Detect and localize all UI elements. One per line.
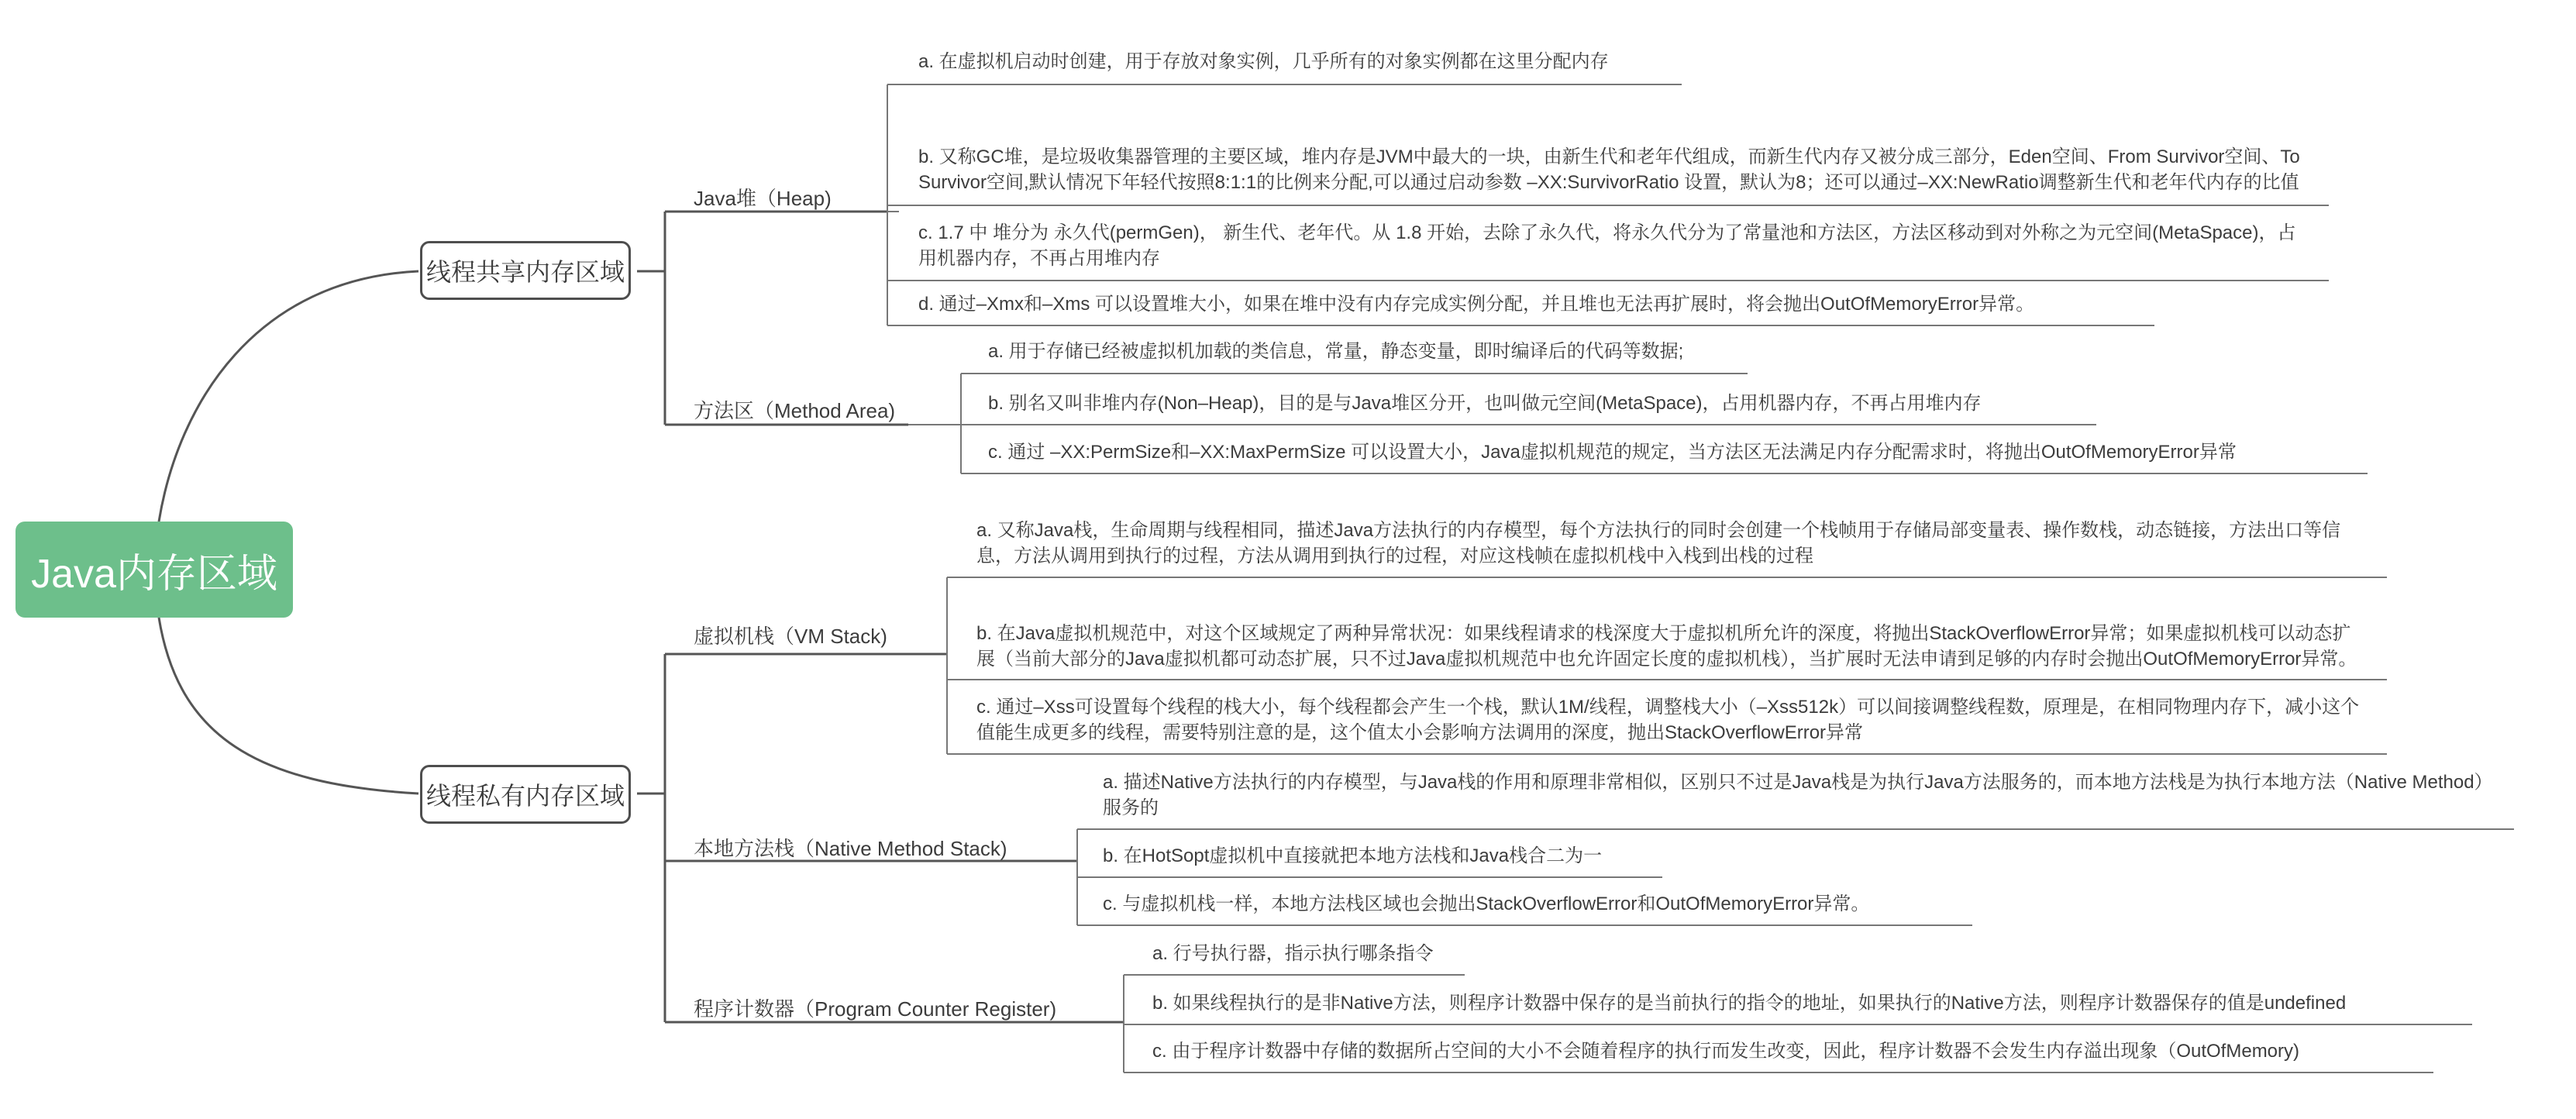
program-counter-node[interactable]: 程序计数器（Program Counter Register) [694,997,1057,1021]
private-memory-node[interactable]: 线程私有内存区域 [420,765,631,824]
method-area-item-b[interactable]: b. 别名又叫非堆内存(Non–Heap)，目的是与Java堆区分开，也叫做元空间(MetaSpace)，占用机器内存，不再占用堆内存 [988,393,1982,414]
heap-item-b[interactable]: b. 又称GC堆，是垃圾收集器管理的主要区域，堆内存是JVM中最大的一块，由新生代和老年代组成，而新生代内存又被分成三部分，Eden空间、From Survivor空间、To Survivor空间,默认情况下年轻代按照8:1:1的比例来分配,可以通过启动参数 –XX:SurvivorRatio 设置，默认为8；还可以通过–XX:NewRatio调整新生代和老年代内存的比值 [918,146,2300,193]
heap-item-d[interactable]: d. 通过–Xmx和–Xms 可以设置堆大小，如果在堆中没有内存完成实例分配，并且堆也无法再扩展时，将会抛出OutOfMemoryError异常。 [918,294,2035,315]
vm-stack-item-b[interactable]: b. 在Java虚拟机规范中，对这个区域规定了两种异常状况：如果线程请求的栈深度大于虚拟机所允许的深度，将抛出StackOverflowError异常；如果虚拟机栈可以动态扩展（当前大部分的Java虚拟机都可动态扩展，只不过Java虚拟机规范中也允许固定长度的虚拟机栈），当扩展时无法申请到足够的内存时会抛出OutOfMemoryError异常。 [976,623,2357,670]
program-counter-item-b[interactable]: b. 如果线程执行的是非Native方法，则程序计数器中保存的是当前执行的指令的地址，如果执行的Native方法，则程序计数器保存的值是undefined [1152,993,2347,1014]
native-stack-item-b[interactable]: b. 在HotSopt虚拟机中直接就把本地方法栈和Java栈合二为一 [1103,845,1603,866]
program-counter-item-c[interactable]: c. 由于程序计数器中存储的数据所占空间的大小不会随着程序的执行而发生改变，因此，程序计数器不会发生内存溢出现象（OutOfMemory) [1152,1041,2300,1062]
vm-stack-node[interactable]: 虚拟机栈（VM Stack) [694,625,887,648]
vm-stack-item-c[interactable]: c. 通过–Xss可设置每个线程的栈大小，每个线程都会产生一个栈，默认1M/线程，调整栈大小（–Xss512k）可以间接调整线程数，原理是，在相同物理内存下，减小这个值能生成更多的线程，需要特别注意的是，这个值太小会影响方法调用的深度，抛出StackOverflowError异常 [976,697,2360,743]
method-area-node[interactable]: 方法区（Method Area) [694,399,896,422]
shared-memory-node[interactable]: 线程共享内存区域 [420,241,631,300]
native-method-stack-node[interactable]: 本地方法栈（Native Method Stack) [694,837,1007,860]
program-counter-item-a[interactable]: a. 行号执行器，指示执行哪条指令 [1152,943,1434,964]
method-area-item-a[interactable]: a. 用于存储已经被虚拟机加载的类信息，常量，静态变量，即时编译后的代码等数据; [988,341,1684,362]
root-node[interactable]: Java内存区域 [15,522,293,618]
method-area-item-c[interactable]: c. 通过 –XX:PermSize和–XX:MaxPermSize 可以设置大小，Java虚拟机规范的规定，当方法区无法满足内存分配需求时，将抛出OutOfMemoryError异常 [988,442,2237,463]
heap-item-c[interactable]: c. 1.7 中 堆分为 永久代(permGen)， 新生代、老年代。从 1.8 开始，去除了永久代，将永久代分为了常量池和方法区，方法区移动到对外称之为元空间(MetaSpace)，占用机器内存，不再占用堆内存 [918,222,2296,269]
heap-node[interactable]: Java堆（Heap) [694,187,832,210]
native-stack-item-a[interactable]: a. 描述Native方法执行的内存模型，与Java栈的作用和原理非常相似，区别只不过是Java栈是为执行Java方法服务的，而本地方法栈是为执行本地方法（Native Method）服务的 [1103,772,2493,818]
native-stack-item-c[interactable]: c. 与虚拟机栈一样，本地方法栈区域也会抛出StackOverflowError和OutOfMemoryError异常。 [1103,893,1870,914]
heap-item-a[interactable]: a. 在虚拟机启动时创建，用于存放对象实例，几乎所有的对象实例都在这里分配内存 [918,51,1609,72]
vm-stack-item-a[interactable]: a. 又称Java栈，生命周期与线程相同，描述Java方法执行的内存模型，每个方法执行的同时会创建一个栈帧用于存储局部变量表、操作数栈，动态链接，方法出口等信息，方法从调用到执行的过程，方法从调用到执行的过程，对应这栈帧在虚拟机栈中入栈到出栈的过程 [976,520,2341,566]
